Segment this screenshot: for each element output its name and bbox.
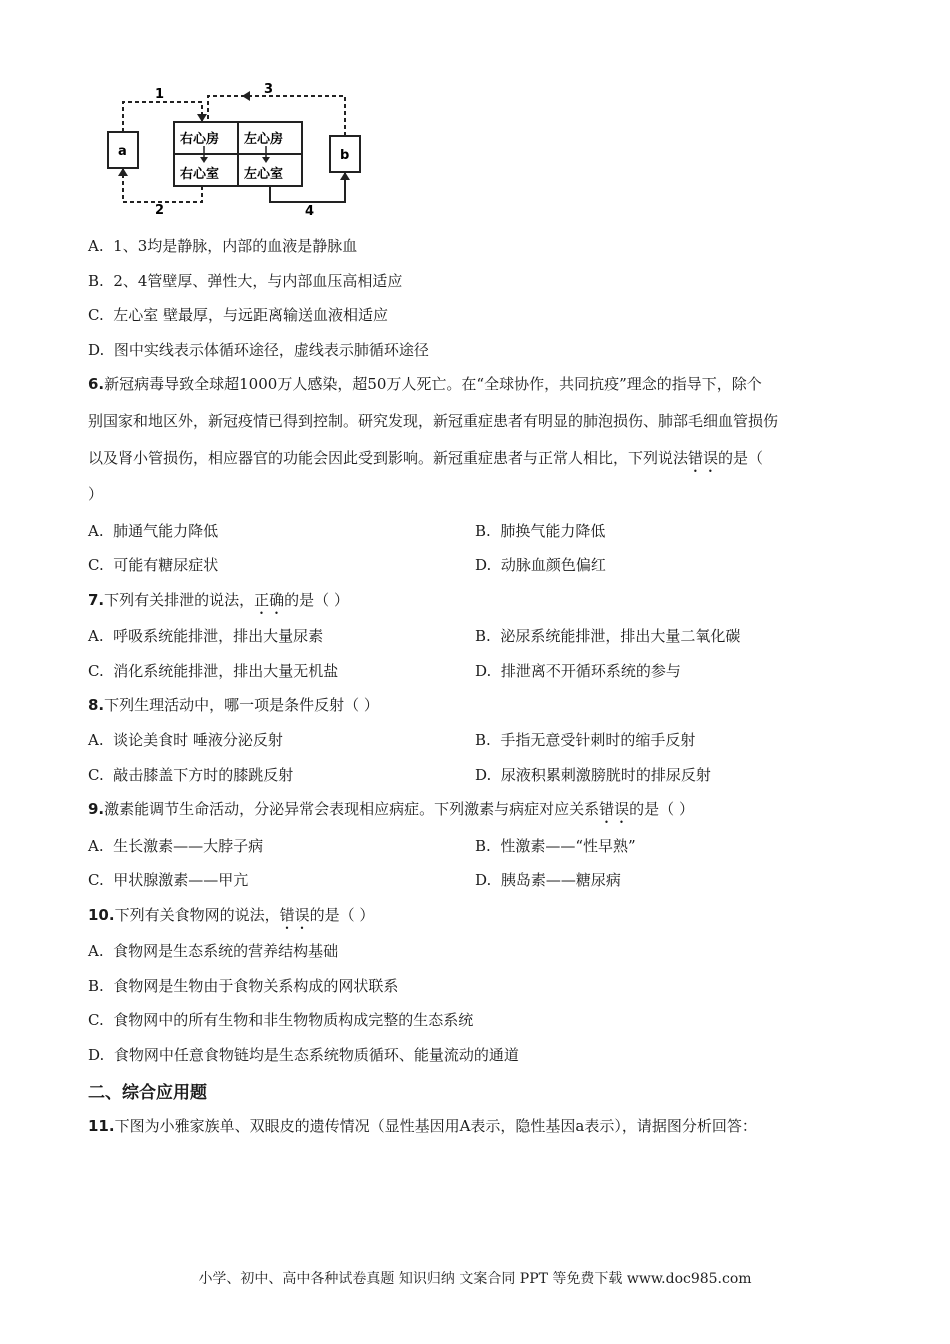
q7-option-c: C. 消化系统能排泄，排出大量无机盐 [88, 662, 339, 680]
q9-option-d: D. 胰岛素——糖尿病 [475, 871, 621, 889]
q8-option-c: C. 敲击膝盖下方时的膝跳反射 [88, 766, 294, 784]
label-left-ventricle: 左心室 [244, 167, 284, 182]
label-a: a [118, 144, 127, 159]
q8-option-d: D. 尿液积累刺激膀胱时的排尿反射 [475, 766, 711, 784]
q7-option-b: B. 泌尿系统能排泄，排出大量二氧化碳 [475, 627, 741, 645]
q5-option-c: C. 左心室 壁最厚，与远距离输送血液相适应 [88, 306, 389, 324]
label-left-atrium: 左心房 [244, 132, 284, 147]
q7-option-d: D. 排泄离不开循环系统的参与 [475, 662, 681, 680]
q8-option-a: A. 谈论美食时 唾液分泌反射 [88, 731, 283, 749]
section-title: 二、综合应用题 [88, 1083, 207, 1103]
q6-option-a: A. 肺通气能力降低 [88, 522, 219, 540]
q10-option-d: D. 食物网中任意食物链均是生态系统物质循环、能量流动的通道 [88, 1046, 519, 1064]
q10-stem: 10.下列有关食物网的说法，错误的是（ ） [88, 906, 375, 924]
q5-option-b: B. 2、4管壁厚、弹性大，与内部血压高相适应 [88, 272, 403, 290]
q6-stem-line3: 以及肾小管损伤，相应器官的功能会因此受到影响。新冠重症患者与正常人相比，下列说法错误的是（ [88, 449, 764, 467]
q5-option-d: D. 图中实线表示体循环途径，虚线表示肺循环途径 [88, 341, 429, 359]
q9-stem: 9.激素能调节生命活动，分泌异常会表现相应病症。下列激素与病症对应关系错误的是（ ） [88, 800, 694, 818]
q9-option-b: B. 性激素——“性早熟” [475, 837, 636, 855]
label-right-atrium: 右心房 [180, 132, 220, 147]
label-2: 2 [155, 203, 165, 218]
label-1: 1 [155, 87, 165, 102]
q7-option-a: A. 呼吸系统能排泄，排出大量尿素 [88, 627, 324, 645]
q10-option-b: B. 食物网是生物由于食物关系构成的网状联系 [88, 977, 399, 995]
label-3: 3 [264, 82, 274, 97]
q10-option-c: C. 食物网中的所有生物和非生物物质构成完整的生态系统 [88, 1011, 474, 1029]
q6-option-c: C. 可能有糖尿症状 [88, 556, 219, 574]
q9-option-a: A. 生长激素——大脖子病 [88, 837, 264, 855]
q10-option-a: A. 食物网是生态系统的营养结构基础 [88, 942, 339, 960]
page-footer: 小学、初中、高中各种试卷真题 知识归纳 文案合同 PPT 等免费下载 www.doc985.com [198, 1271, 752, 1287]
circulation-diagram [100, 78, 400, 218]
q7-stem: 7.下列有关排泄的说法，正确的是（ ） [88, 591, 349, 609]
q11-stem: 11.下图为小雅家族单、双眼皮的遗传情况（显性基因用A表示，隐性基因a表示），请据图分析回答： [88, 1117, 757, 1135]
label-right-ventricle: 右心室 [180, 167, 220, 182]
q6-stem-line4: ） [88, 485, 104, 503]
diagram-svg [100, 78, 400, 218]
q6-stem-line2: 别国家和地区外，新冠疫情已得到控制。研究发现，新冠重症患者有明显的肺泡损伤、肺部毛细血管损伤 [88, 412, 779, 430]
q8-stem: 8.下列生理活动中，哪一项是条件反射（ ） [88, 696, 379, 714]
q5-option-a: A. 1、3均是静脉，内部的血液是静脉血 [88, 237, 358, 255]
q8-option-b: B. 手指无意受针刺时的缩手反射 [475, 731, 696, 749]
q6-stem-line1: 6.新冠病毒导致全球超1000万人感染，超50万人死亡。在“全球协作，共同抗疫”理念的指导下，除个 [88, 375, 762, 393]
q6-option-b: B. 肺换气能力降低 [475, 522, 606, 540]
q6-option-d: D. 动脉血颜色偏红 [475, 556, 606, 574]
label-4: 4 [305, 204, 315, 218]
q9-option-c: C. 甲状腺激素——甲亢 [88, 871, 249, 889]
label-b: b [340, 148, 350, 163]
